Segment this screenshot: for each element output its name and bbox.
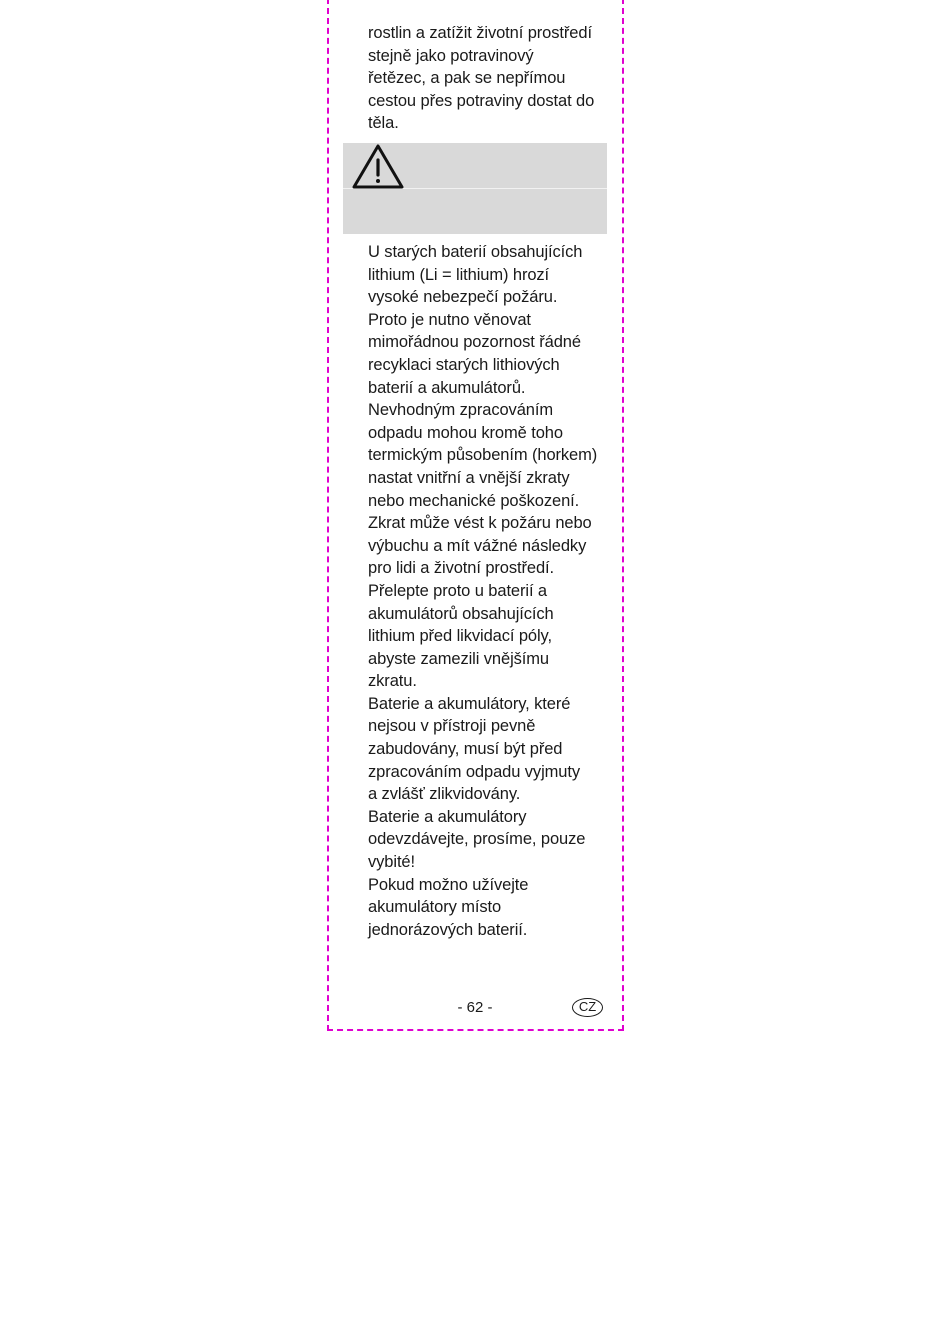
warning-box	[343, 143, 607, 234]
page-number: - 62 -	[457, 999, 493, 1016]
warning-triangle-icon	[351, 143, 405, 191]
main-paragraph: U starých baterií obsahujících lithium (Li = lithium) hrozí vysoké nebezpečí požáru. Proto je nutno věnovat mimořádnou pozornost řádné recyklaci starých lithiových baterií a akumulátorů. Nevhodným zpracováním odpadu mohou kromě toho termickým působením (horkem) nastat vnitřní a vnější zkraty nebo mechanické poškození. Zkrat může vést k požáru nebo výbuchu a mít vážné následky pro lidi a životní prostředí. Přelepte proto u baterií a akumulátorů obsahujících lithium před likvidací póly, abyste zamezili vnějšímu zkratu. Baterie a akumulátory, které nejsou v přístroji pevně zabudovány, musí být před zpracováním odpadu vyjmuty a zvlášť zlikvidovány. Baterie a akumulátory odevzdávejte, prosíme, pouze vybité! Pokud možno užívejte akumulátory místo jednorázových baterií.	[368, 243, 598, 939]
country-badge: CZ	[572, 998, 603, 1017]
top-paragraph: rostlin a zatížit životní prostředí stejně jako potravinový řetězec, a pak se nepřímou cestou přes potraviny dostat do těla.	[368, 24, 595, 133]
